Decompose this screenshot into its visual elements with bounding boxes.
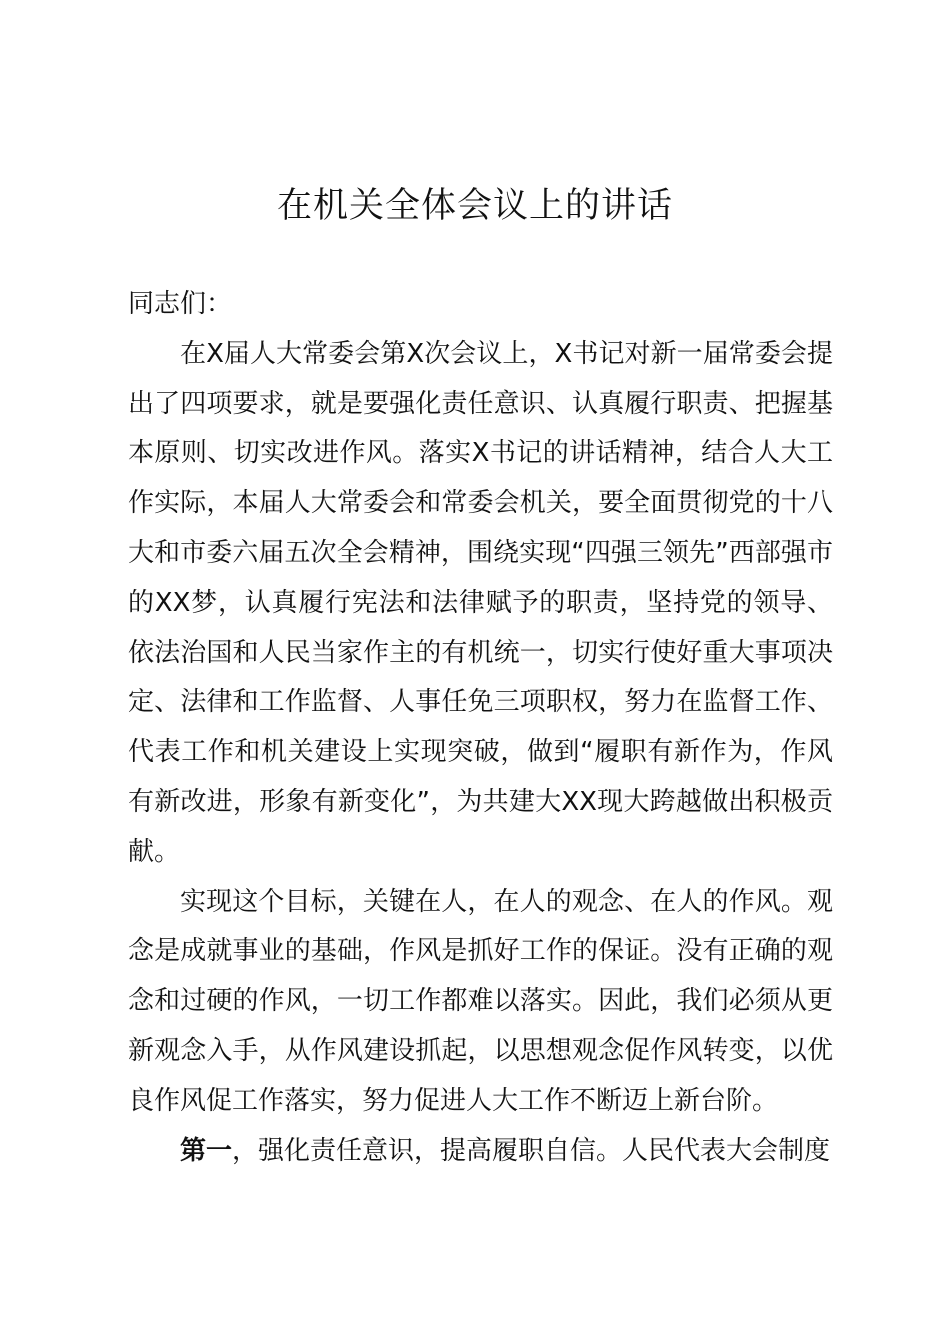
paragraph-2: 实现这个目标，关键在人，在人的观念、在人的作风。观念是成就事业的基础，作风是抓好工作的保证。没有正确的观念和过硬的作风，一切工作都难以落实。因此，我们必须从更新观念入手，从作风建设抓起，以思想观念促作风转变，以优良作风促工作落实，努力促进人大工作不断迈上新台阶。	[128, 886, 833, 1116]
paragraph-3	[128, 1127, 833, 1177]
paragraph-3-lead: 第一	[180, 1135, 233, 1166]
salutation: 同志们：	[128, 289, 233, 319]
paragraph-1: 在X届人大常委会第X次会议上，X书记对新一届常委会提出了四项要求，就是要强化责任意识、认真履行职责、把握基本原则、切实改进作风。落实X书记的讲话精神，结合人大工作实际，本届人大常委会和常委会机关，要全面贯彻党的十八大和市委六届五次全会精神，围绕实现“四强三领先”西部强市的XX梦，认真履行宪法和法律赋予的职责，坚持党的领导、依法治国和人民当家作主的有机统一，切实行使好重大事项决定、法律和工作监督、人事任免三项职权，努力在监督工作、代表工作和机关建设上实现突破，做到“履职有新作为，作风有新改进，形象有新变化”，为共建大XX现大跨越做出积极贡献。	[128, 338, 833, 867]
document-title: 在机关全体会议上的讲话	[276, 186, 673, 226]
paragraph-3-text: ，强化责任意识，提高履职自信。人民代表大会制度	[232, 1135, 831, 1166]
document-body	[128, 280, 833, 1176]
